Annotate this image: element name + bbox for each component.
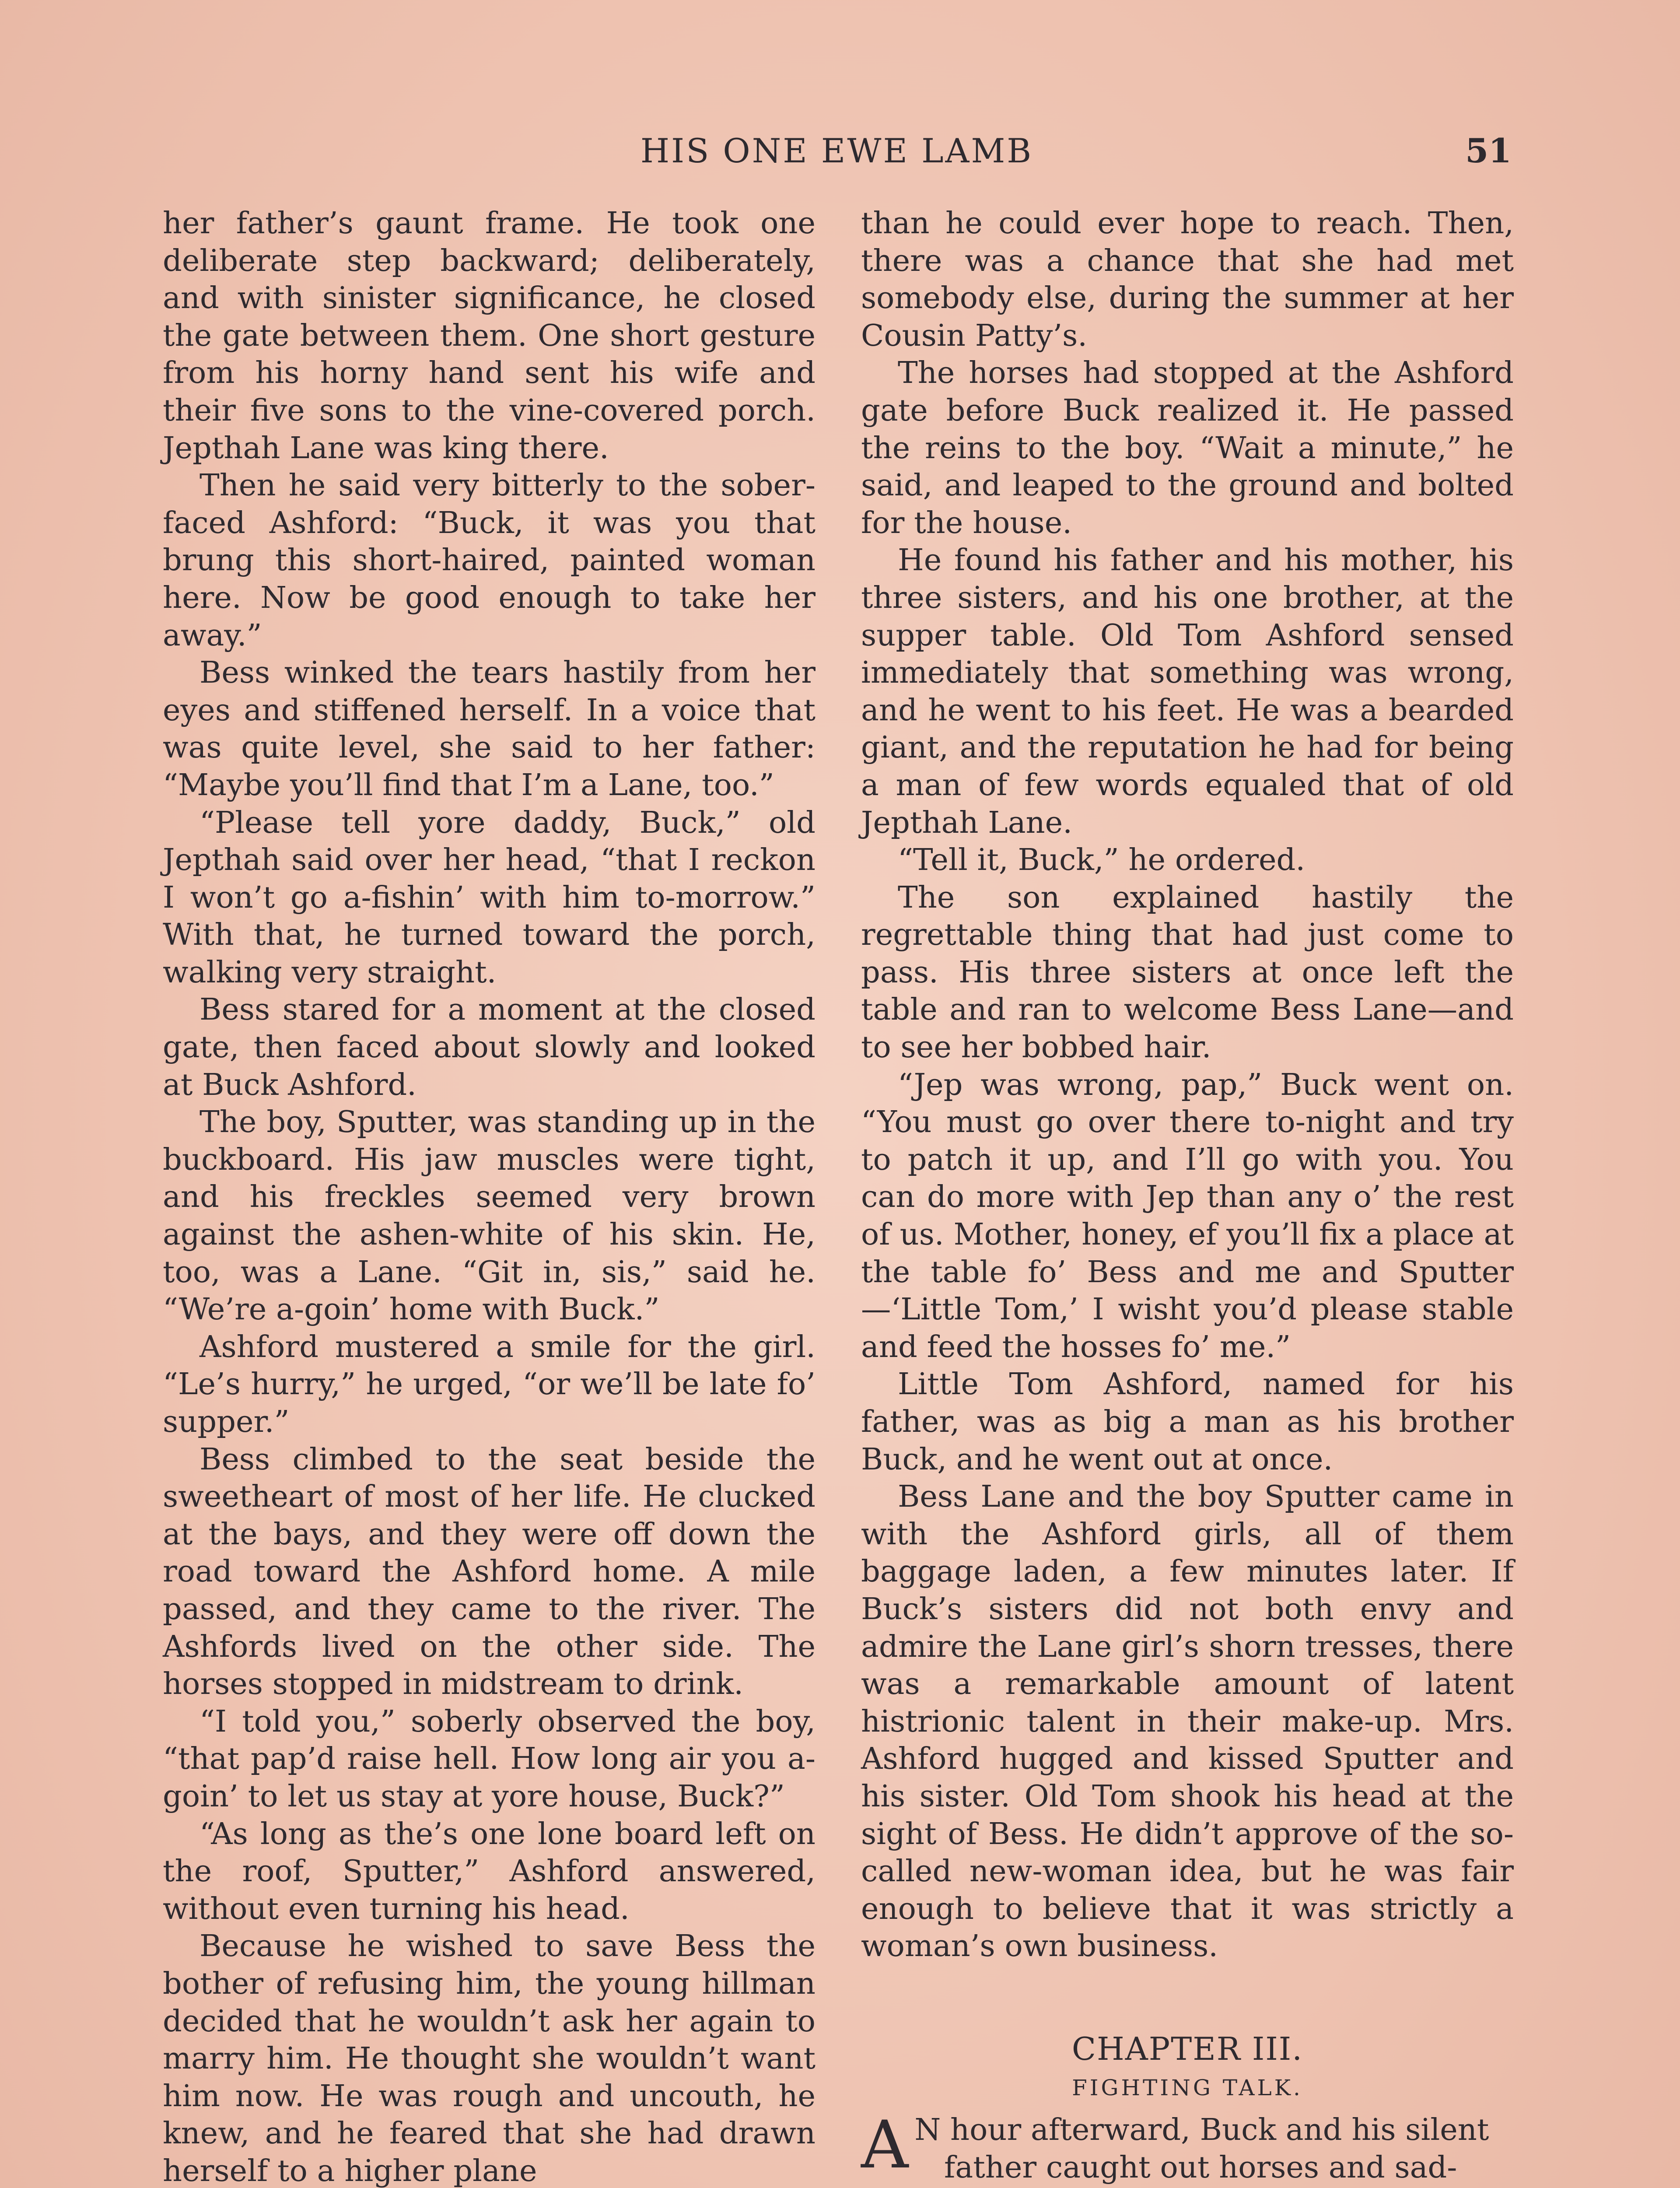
paragraph: Bess stared for a moment at the closed gate, then faced about slowly and looked at Buck Ashford.: [163, 992, 816, 1102]
chapter-second-line: father caught out horses and sad-: [944, 2149, 1457, 2185]
paragraph: her father’s gaunt frame. He took one deliberate step backward; deliberately, and with sinister significance, he closed the gate between them. One short gesture from his horny hand sent his wife and their five sons to the vine-covered porch. Jepthah Lane was king there.: [163, 206, 816, 466]
drop-cap: A: [861, 2107, 909, 2183]
paragraph: “Please tell yore daddy, Buck,” old Jepthah said over her head, “that I reckon I won’t go a-fishin’ with him to-morrow.” With that, he turned toward the porch, walking very straight.: [163, 805, 816, 990]
paragraph: Little Tom Ashford, named for his father, was as big a man as his brother Buck, and he went out at once.: [861, 1367, 1514, 1477]
paragraph: “Jep was wrong, pap,” Buck went on. “You must go over there to-night and try to patch it up, and I’ll go with you. You can do more with Jep than any o’ the rest of us. Mother, honey, ef you’ll fix a place at the table fo’ Bess and me and Sputter—‘Little Tom,’ I wisht you’d please stable and feed the hosses fo’ me.”: [861, 1067, 1514, 1364]
running-title: HIS ONE EWE LAMB: [640, 131, 1033, 170]
paragraph: than he could ever hope to reach. Then, there was a chance that she had met somebody else, during the summer at her Cousin Patty’s.: [861, 206, 1514, 353]
paragraph: “As long as the’s one lone board left on the roof, Sputter,” Ashford answered, without even turning his head.: [163, 1816, 816, 1926]
paragraph: The son explained hastily the regrettable thing that had just come to pass. His three sisters at once left the table and ran to welcome Bess Lane—and to see her bobbed hair.: [861, 880, 1514, 1065]
paragraph: Bess winked the tears hastily from her eyes and stiffened herself. In a voice that was quite level, she said to her father: “Maybe you’ll find that I’m a Lane, too.”: [163, 655, 816, 803]
paragraph: Bess climbed to the seat beside the sweetheart of most of her life. He clucked at the bays, and they were off down the road toward the Ashford home. A mile passed, and they came to the river. The Ashfords lived on the other side. The horses stopped in midstream to drink.: [163, 1441, 816, 1702]
paragraph: “I told you,” soberly observed the boy, “that pap’d raise hell. How long air you a-goin’ to let us stay at yore house, Buck?”: [163, 1704, 816, 1814]
paragraph: The horses had stopped at the Ashford gate before Buck realized it. He passed the reins to the boy. “Wait a minute,” he said, and leaped to the ground and bolted for the house.: [861, 355, 1514, 540]
right-column: [861, 205, 1514, 2188]
paragraph: Ashford mustered a smile for the girl. “Le’s hurry,” he urged, “or we’ll be late fo’ supper.”: [163, 1329, 816, 1439]
paragraph: Then he said very bitterly to the sober-faced Ashford: “Buck, it was you that brung this short-haired, painted woman here. Now be good enough to take her away.”: [163, 468, 816, 653]
paragraph: He found his father and his mother, his three sisters, and his one brother, at the supper table. Old Tom Ashford sensed immediately that something was wrong, and he went to his feet. He was a bearded giant, and the reputation he had for being a man of few words equaled that of old Jepthah Lane.: [861, 543, 1514, 840]
chapter-subtitle: FIGHTING TALK.: [1072, 2075, 1303, 2100]
chapter-first-line: N hour afterward, Buck and his silent: [914, 2112, 1489, 2147]
paragraph: Bess Lane and the boy Sputter came in with the Ashford girls, all of them baggage laden, a few minutes later. If Buck’s sisters did not both envy and admire the Lane girl’s shorn tresses, there was a remarkable amount of latent histrionic talent in their make-up. Mrs. Ashford hugged and kissed Sputter and his sister. Old Tom shook his head at the sight of Bess. He didn’t approve of the so-called new-woman idea, but he was fair enough to believe that it was strictly a woman’s own business.: [861, 1479, 1514, 1964]
paragraph: The boy, Sputter, was standing up in the buckboard. His jaw muscles were tight, and his freckles seemed very brown against the ashen-white of his skin. He, too, was a Lane. “Git in, sis,” said he. “We’re a-goin’ home with Buck.”: [163, 1105, 816, 1327]
paragraph: Because he wished to save Bess the bother of refusing him, the young hillman decided that he wouldn’t ask her again to marry him. He thought she wouldn’t want him now. He was rough and uncouth, he knew, and he feared that she had drawn herself to a higher plane: [163, 1929, 816, 2188]
left-column: [163, 205, 816, 2188]
page-number: 51: [1465, 131, 1512, 170]
chapter-opening-paragraph: [861, 2107, 1514, 2188]
page-header: [162, 127, 1512, 175]
chapter-heading: CHAPTER III.: [1071, 2030, 1303, 2067]
paragraph: “Tell it, Buck,” he ordered.: [898, 842, 1306, 878]
